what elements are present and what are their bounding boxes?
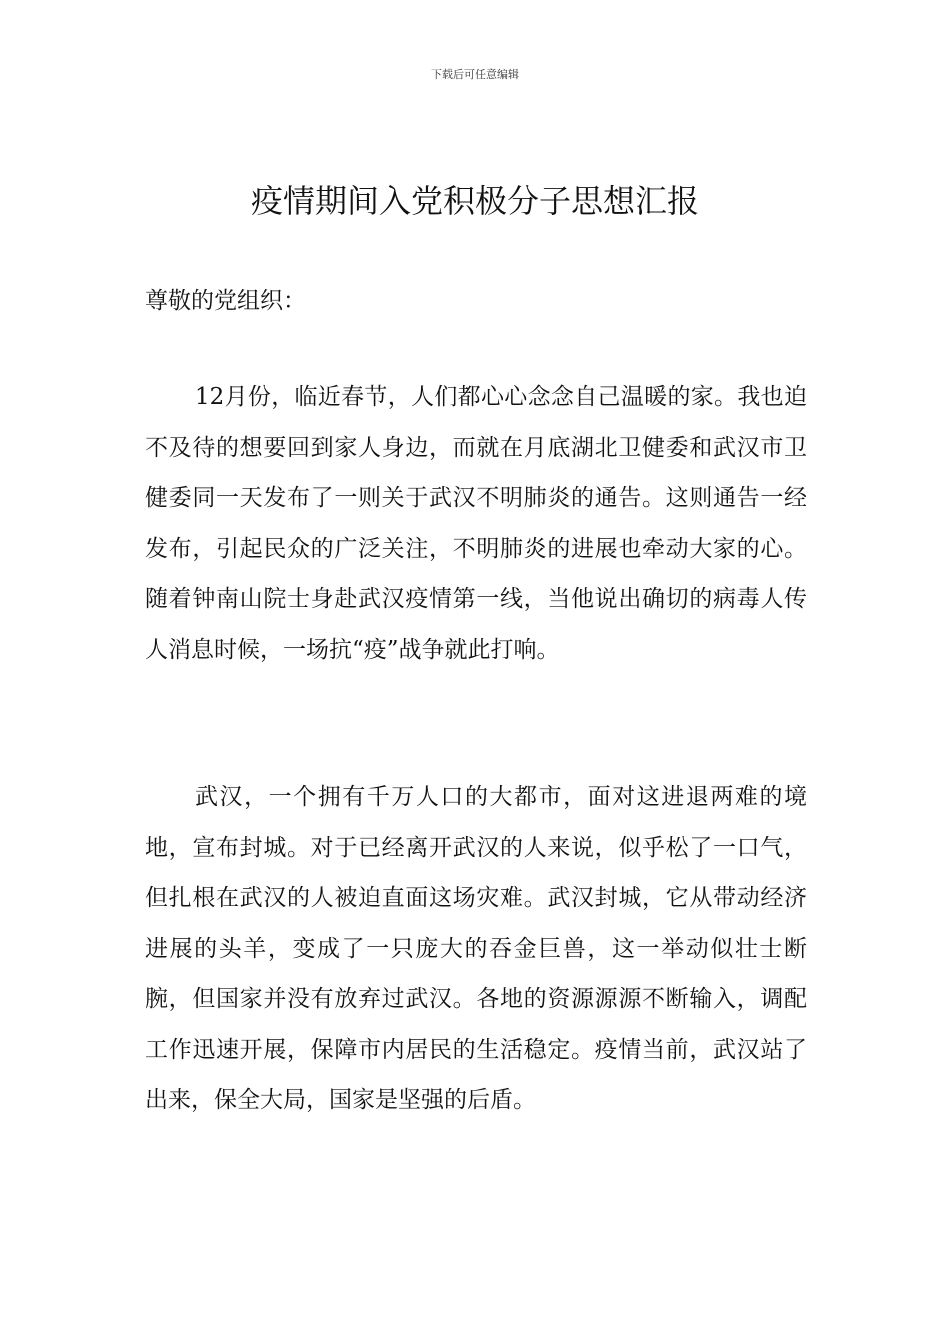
- document-title: 疫情期间入党积极分子思想汇报: [250, 182, 699, 220]
- body-paragraph-1: 12月份，临近春节，人们都心心念念自己温暖的家。我也迫不及待的想要回到家人身边，而就在月底湖北卫健委和武汉市卫健委同一天发布了一则关于武汉不明肺炎的通告。这则通告一经发布，引起民众的广泛关注，不明肺炎的进展也牵动大家的心。随着钟南山院士身赴武汉疫情第一线，当他说出确切的病毒人传人消息时候，一场抗“疫”战争就此打响。: [145, 384, 807, 663]
- body-paragraph-2: 武汉，一个拥有千万人口的大都市，面对这进退两难的境地，宣布封城。对于已经离开武汉的人来说，似乎松了一口气，但扎根在武汉的人被迫直面这场灾难。武汉封城，它从带动经济进展的头羊，变成了一只庞大的吞金巨兽，这一举动似壮士断腕，但国家并没有放弃过武汉。各地的资源源源不断输入，调配工作迅速开展，保障市内居民的生活稳定。疫情当前，武汉站了出来，保全大局，国家是坚强的后盾。: [145, 784, 807, 1113]
- page-header-note: 下载后可任意编辑: [431, 68, 519, 81]
- salutation: 尊敬的党组织：: [145, 288, 306, 314]
